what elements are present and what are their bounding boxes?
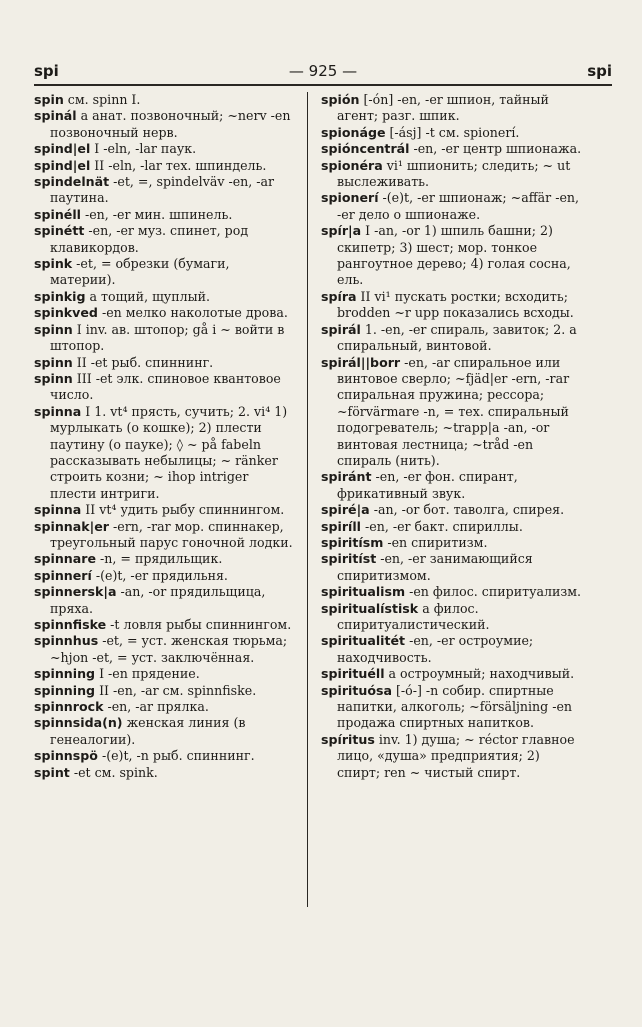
entry-headword: spiré|a: [321, 502, 370, 518]
entry-definition: I -an, -or 1) шпиль башни; 2) скипетр; 3) шест; мор. тонкое рангоутное дерево; 4) голая сосна, ель.: [337, 223, 571, 288]
entry-headword: spiritísm: [321, 534, 384, 550]
entry-headword: spíritus: [321, 731, 375, 747]
entry-headword: spionéra: [321, 157, 383, 173]
entry-headword: spinnrock: [34, 699, 104, 715]
entry-headword: spiránt: [321, 469, 372, 485]
entry-definition: -en, -er бакт. спириллы.: [361, 518, 523, 534]
dictionary-entry: [321, 519, 585, 535]
dictionary-entry: [34, 699, 296, 715]
entry-definition: -en спиритизм.: [383, 534, 488, 550]
entry-headword: spión: [321, 92, 360, 107]
dictionary-entry: [321, 633, 585, 666]
entry-definition: [-ó-] -n собир. спиртные напитки, алкоголь; ~försäljning -en продажа спиртных напитков.: [337, 682, 573, 731]
entry-definition: III -et элк. спиновое квантовое число.: [50, 370, 281, 403]
entry-headword: spirituéll: [321, 666, 385, 682]
entry-definition: -en, -er остроумие; находчивость.: [337, 633, 534, 665]
entry-headword: spinéll: [34, 206, 81, 222]
header-rule: [34, 84, 612, 86]
entry-headword: spinn: [34, 354, 73, 370]
entry-definition: inv. 1) душа; ~ réctor главное лицо, «душа» предприятия; 2) спирт; ren ~ чистый спирт.: [337, 731, 575, 780]
left-column: [34, 92, 296, 781]
entry-headword: spirál||borr: [321, 354, 401, 370]
entry-headword: spinnare: [34, 551, 97, 567]
dictionary-entry: [34, 371, 296, 404]
dictionary-entry: [34, 355, 296, 371]
dictionary-entry: [321, 322, 585, 355]
entry-headword: spinnhus: [34, 633, 99, 649]
dictionary-entry: [321, 92, 585, 125]
dictionary-entry: [34, 551, 296, 567]
entry-definition: I inv. ав. штопор; gå i ~ войти в штопор.: [50, 321, 285, 354]
entry-definition: II vt⁴ удить рыбу спиннингом.: [81, 502, 285, 518]
entry-definition: -en, -er фон. спирант, фрикативный звук.: [337, 469, 518, 501]
entry-headword: spinnspö: [34, 748, 98, 764]
entry-headword: spinning: [34, 682, 96, 698]
entry-headword: spink: [34, 256, 73, 272]
entry-headword: spinál: [34, 108, 77, 124]
entry-definition: a анат. позвоночный; ~nerv -en позвоночный нерв.: [50, 108, 291, 140]
entry-definition: I -en прядение.: [95, 666, 200, 682]
entry-headword: spinnak|er: [34, 518, 109, 534]
entry-definition: -n, = прядильщик.: [96, 551, 223, 567]
entry-definition: a тощий, щуплый.: [85, 288, 211, 304]
entry-definition: 1. -en, -er спираль, завиток; 2. a спиральный, винтовой.: [337, 321, 577, 354]
entry-definition: -et см. spink.: [69, 764, 158, 780]
dictionary-entry: [321, 469, 585, 502]
dictionary-entry: [34, 256, 296, 289]
dictionary-entry: [34, 92, 296, 108]
entry-headword: spinnersk|a: [34, 584, 117, 600]
entry-definition: -et, =, spindelväv -en, -ar паутина.: [50, 174, 275, 206]
right-column: [321, 92, 585, 781]
entry-headword: spinna: [34, 502, 82, 518]
dictionary-entry: [321, 535, 585, 551]
dictionary-entry: [321, 732, 585, 781]
entry-definition: -en, -er центр шпионажа.: [409, 141, 582, 157]
dictionary-entry: [34, 158, 296, 174]
dictionary-entry: [34, 108, 296, 141]
dictionary-entry: [34, 404, 296, 502]
entry-headword: spindelnät: [34, 174, 110, 190]
entry-headword: spinna: [34, 403, 82, 419]
entry-definition: -ern, -rar мор. спиннакер, треугольный парус гоночной лодки.: [50, 518, 293, 550]
entry-definition: [-ásj] -t см. spionerí.: [385, 124, 520, 140]
entry-headword: spin: [34, 92, 64, 107]
dictionary-entry: [321, 158, 585, 191]
dictionary-entry: [34, 174, 296, 207]
entry-definition: vi¹ шпионить; следить; ~ ut выслеживать.: [337, 157, 571, 190]
entry-headword: spíra: [321, 288, 357, 304]
entry-headword: spiritualitét: [321, 633, 406, 649]
entry-headword: spirituósa: [321, 682, 392, 698]
header-guide-word-left: spi: [34, 62, 59, 80]
dictionary-entry: [34, 223, 296, 256]
entry-definition: -et, = обрезки (бумаги, материи).: [50, 256, 230, 288]
dictionary-entry: [321, 502, 585, 518]
entry-headword: spír|a: [321, 223, 362, 239]
column-divider: [307, 92, 308, 907]
entry-definition: женская линия (в генеалогии).: [50, 715, 246, 747]
entry-definition: -en, -er занимающийся спиритизмом.: [337, 551, 533, 583]
entry-definition: -en, -er муз. спинет, род клавикордов.: [50, 223, 249, 255]
entry-definition: II -eln, -lar тех. шпиндель.: [90, 157, 267, 173]
entry-headword: spinn: [34, 370, 73, 386]
entry-headword: spint: [34, 764, 70, 780]
entry-headword: spiritíst: [321, 551, 377, 567]
entry-headword: spinning: [34, 666, 96, 682]
entry-definition: -(e)t, -er прядильня.: [91, 567, 228, 583]
dictionary-entry: [34, 519, 296, 552]
entry-definition: a остроумный; находчивый.: [384, 666, 575, 682]
entry-headword: spinétt: [34, 223, 85, 239]
entry-headword: spinkig: [34, 288, 86, 304]
dictionary-entry: [321, 289, 585, 322]
dictionary-entry: [34, 322, 296, 355]
entry-definition: -en мелко наколотые дрова.: [97, 305, 288, 321]
entry-headword: spinnfiske: [34, 617, 107, 632]
entry-definition: a филос. спиритуалистический.: [337, 600, 490, 632]
dictionary-entry: [34, 633, 296, 666]
dictionary-entry: [321, 223, 585, 289]
entry-definition: -et, = уст. женская тюрьма; ~hjon -et, = уст. заключённая.: [50, 633, 288, 665]
entry-definition: I 1. vt⁴ прясть, сучить; 2. vi⁴ 1) мурлыкать (о кошке); 2) плести паутину (о пауке); ◊ ~ på fabeln рассказывать небылицы; ~ ränker строить козни; ~ ihop intriger плести интриги.: [50, 403, 288, 501]
dictionary-entry: [321, 125, 585, 141]
dictionary-entry: [34, 305, 296, 321]
page-number: — 925 —: [288, 62, 358, 80]
dictionary-entry: [321, 683, 585, 732]
entry-definition: -en филос. спиритуализм.: [405, 584, 582, 600]
dictionary-entry: [321, 551, 585, 584]
entry-definition: II vi¹ пускать ростки; всходить; brodden ~r upp показались всходы.: [337, 288, 574, 321]
dictionary-entry: [34, 666, 296, 682]
entry-headword: spiríll: [321, 518, 361, 534]
dictionary-entry: [34, 748, 296, 764]
dictionary-entry: [321, 584, 585, 600]
entry-definition: -en, -ar спиральное или винтовое сверло; ~fjäd|er -ern, -rar спиральная пружина; рессора; ~förvärmare -n, = тех. спиральный подогреватель; ~trapp|a -an, -or винтовая лестница; ~tråd -en спираль (нить).: [337, 354, 570, 468]
entry-headword: spiritualism: [321, 584, 406, 600]
entry-headword: spinkved: [34, 305, 98, 321]
entry-definition: см. spinn I.: [63, 92, 141, 107]
dictionary-entry: [34, 765, 296, 781]
dictionary-entry: [34, 715, 296, 748]
entry-definition: -en, -er мин. шпинель.: [80, 206, 233, 222]
header-guide-word-right: spi: [587, 62, 612, 80]
entry-definition: -(e)t, -er шпионаж; ~affär -en, -er дело о шпионаже.: [337, 190, 580, 222]
entry-definition: -an, -or бот. таволга, спирея.: [369, 502, 565, 518]
entry-definition: [-ón] -en, -er шпион, тайный агент; разг. шпик.: [337, 92, 549, 124]
entry-headword: spiritualístisk: [321, 600, 419, 616]
dictionary-entry: [321, 141, 585, 157]
dictionary-entry: [34, 683, 296, 699]
dictionary-entry: [34, 568, 296, 584]
entry-definition: II -et рыб. спиннинг.: [72, 354, 214, 370]
dictionary-entry: [34, 502, 296, 518]
entry-headword: spinnsida(n): [34, 715, 123, 731]
dictionary-entry: [34, 617, 296, 633]
page-header: [34, 62, 612, 84]
entry-headword: spinn: [34, 321, 73, 337]
entry-headword: spirál: [321, 321, 361, 337]
dictionary-entry: [34, 289, 296, 305]
entry-definition: -t ловля рыбы спиннингом.: [106, 617, 292, 632]
entry-definition: -(e)t, -n рыб. спиннинг.: [97, 748, 255, 764]
entry-headword: spind|el: [34, 157, 91, 173]
entry-headword: spionerí: [321, 190, 379, 206]
dictionary-entry: [34, 207, 296, 223]
dictionary-entry: [321, 601, 585, 634]
entry-definition: II -en, -ar см. spinnfiske.: [95, 682, 257, 698]
entry-definition: -an, -or прядильщица, пряха.: [50, 584, 266, 616]
dictionary-entry: [321, 355, 585, 470]
entry-definition: -en, -ar прялка.: [103, 699, 209, 715]
dictionary-entry: [34, 141, 296, 157]
entry-definition: I -eln, -lar паук.: [90, 141, 197, 157]
entry-headword: spionáge: [321, 124, 386, 140]
dictionary-entry: [34, 584, 296, 617]
entry-headword: spinnerí: [34, 567, 92, 583]
entry-headword: spind|el: [34, 141, 91, 157]
dictionary-entry: [321, 190, 585, 223]
dictionary-entry: [321, 666, 585, 682]
entry-headword: spióncentrál: [321, 141, 410, 157]
